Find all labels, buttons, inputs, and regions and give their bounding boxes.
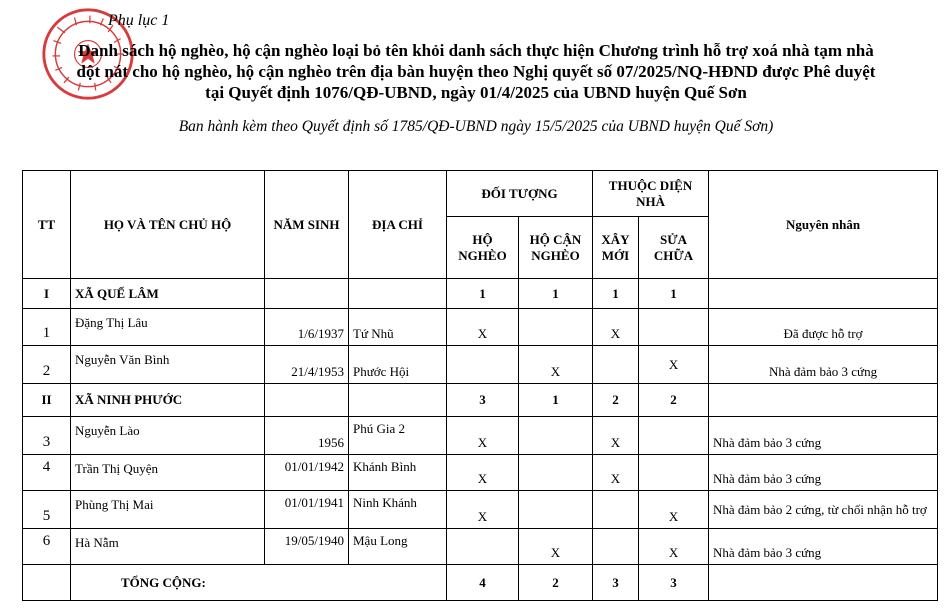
col-header-tt: TT <box>23 171 71 279</box>
row-address: Tứ Nhũ <box>349 309 447 346</box>
row-poor: X <box>447 309 519 346</box>
appendix-label: Phụ lục 1 <box>108 12 170 29</box>
row-poor <box>447 346 519 384</box>
row-name: Trần Thị Quyện <box>71 455 265 491</box>
col-header-repair: SỬA CHỮA <box>639 217 709 279</box>
section-name: XÃ QUẾ LÂM <box>71 279 265 309</box>
row-tt: 4 <box>23 455 71 491</box>
row-name: Nguyễn Văn Bình <box>71 346 265 384</box>
row-build-new <box>593 346 639 384</box>
row-repair <box>639 455 709 491</box>
row-birth: 21/4/1953 <box>265 346 349 384</box>
row-build-new <box>593 529 639 565</box>
row-tt: 3 <box>23 417 71 455</box>
col-header-birth: NĂM SINH <box>265 171 349 279</box>
row-build-new <box>593 491 639 529</box>
section-build-new: 2 <box>593 384 639 417</box>
row-birth: 01/01/1942 <box>265 455 349 491</box>
section-name: XÃ NINH PHƯỚC <box>71 384 265 417</box>
row-address: Mậu Long <box>349 529 447 565</box>
table-row <box>23 346 938 384</box>
row-reason: Nhà đảm bảo 3 cứng <box>709 417 938 455</box>
table-row <box>23 417 938 455</box>
row-poor <box>447 529 519 565</box>
col-header-reason: Nguyên nhân <box>709 171 938 279</box>
section-repair: 2 <box>639 384 709 417</box>
table-row <box>23 491 938 529</box>
total-near-poor: 2 <box>519 565 593 601</box>
col-header-name: HỌ VÀ TÊN CHỦ HỘ <box>71 171 265 279</box>
total-row <box>23 565 938 601</box>
row-name: Hà Nẫm <box>71 529 265 565</box>
row-near-poor <box>519 309 593 346</box>
row-build-new: X <box>593 417 639 455</box>
title-line-2: dột nát cho hộ nghèo, hộ cận nghèo trên địa bàn huyện theo Nghị quyết số 07/2025/NQ-HĐND được Phê duyệt <box>76 62 876 81</box>
row-near-poor <box>519 491 593 529</box>
row-reason: Đã được hỗ trợ <box>709 309 938 346</box>
row-build-new: X <box>593 455 639 491</box>
col-header-near-poor: HỘ CẬN NGHÈO <box>519 217 593 279</box>
row-tt: 6 <box>23 529 71 565</box>
row-name: Đặng Thị Lâu <box>71 309 265 346</box>
row-repair: X <box>639 529 709 565</box>
total-poor: 4 <box>447 565 519 601</box>
total-label: TỔNG CỘNG: <box>71 565 447 601</box>
document-title <box>20 40 932 103</box>
row-address: Phú Gia 2 <box>349 417 447 455</box>
col-header-poor: HỘ NGHÈO <box>447 217 519 279</box>
total-build-new: 3 <box>593 565 639 601</box>
row-birth: 1956 <box>265 417 349 455</box>
row-tt: 5 <box>23 491 71 529</box>
row-near-poor <box>519 455 593 491</box>
row-poor: X <box>447 417 519 455</box>
row-birth: 19/05/1940 <box>265 529 349 565</box>
row-tt: 1 <box>23 309 71 346</box>
row-reason: Nhà đảm bảo 3 cứng <box>709 346 938 384</box>
title-line-1: Danh sách hộ nghèo, hộ cận nghèo loại bỏ tên khỏi danh sách thực hiện Chương trình hỗ trợ xoá nhà tạm nhà <box>78 41 874 60</box>
row-near-poor: X <box>519 346 593 384</box>
row-address: Phước Hội <box>349 346 447 384</box>
section-poor: 3 <box>447 384 519 417</box>
row-birth: 1/6/1937 <box>265 309 349 346</box>
col-header-address: ĐỊA CHỈ <box>349 171 447 279</box>
row-poor: X <box>447 491 519 529</box>
row-birth: 01/01/1941 <box>265 491 349 529</box>
row-reason: Nhà đảm bảo 3 cứng <box>709 455 938 491</box>
row-tt: 2 <box>23 346 71 384</box>
household-table <box>22 170 938 601</box>
col-header-build-new: XÂY MỚI <box>593 217 639 279</box>
section-near-poor: 1 <box>519 279 593 309</box>
total-repair: 3 <box>639 565 709 601</box>
row-repair: X <box>639 491 709 529</box>
row-reason: Nhà đảm bảo 2 cứng, từ chối nhận hỗ trợ <box>709 491 938 529</box>
section-build-new: 1 <box>593 279 639 309</box>
row-reason: Nhà đảm bảo 3 cứng <box>709 529 938 565</box>
section-tt: II <box>23 384 71 417</box>
table-row <box>23 529 938 565</box>
row-near-poor <box>519 417 593 455</box>
section-tt: I <box>23 279 71 309</box>
row-repair: X <box>639 346 709 384</box>
row-repair <box>639 417 709 455</box>
row-build-new: X <box>593 309 639 346</box>
section-poor: 1 <box>447 279 519 309</box>
row-repair <box>639 309 709 346</box>
section-row <box>23 384 938 417</box>
section-near-poor: 1 <box>519 384 593 417</box>
row-poor: X <box>447 455 519 491</box>
row-address: Ninh Khánh <box>349 491 447 529</box>
row-name: Phùng Thị Mai <box>71 491 265 529</box>
row-near-poor: X <box>519 529 593 565</box>
col-header-house-group: THUỘC DIỆN NHÀ <box>593 171 709 217</box>
row-name: Nguyễn Lào <box>71 417 265 455</box>
row-address: Khánh Bình <box>349 455 447 491</box>
table-row <box>23 309 938 346</box>
section-row <box>23 279 938 309</box>
table-row <box>23 455 938 491</box>
section-repair: 1 <box>639 279 709 309</box>
document-subtitle: Ban hành kèm theo Quyết định số 1785/QĐ-UBND ngày 15/5/2025 của UBND huyện Quế Sơn) <box>178 118 774 135</box>
col-header-target-group: ĐỐI TƯỢNG <box>447 171 593 217</box>
title-line-3: tại Quyết định 1076/QĐ-UBND, ngày 01/4/2025 của UBND huyện Quế Sơn <box>205 83 747 102</box>
